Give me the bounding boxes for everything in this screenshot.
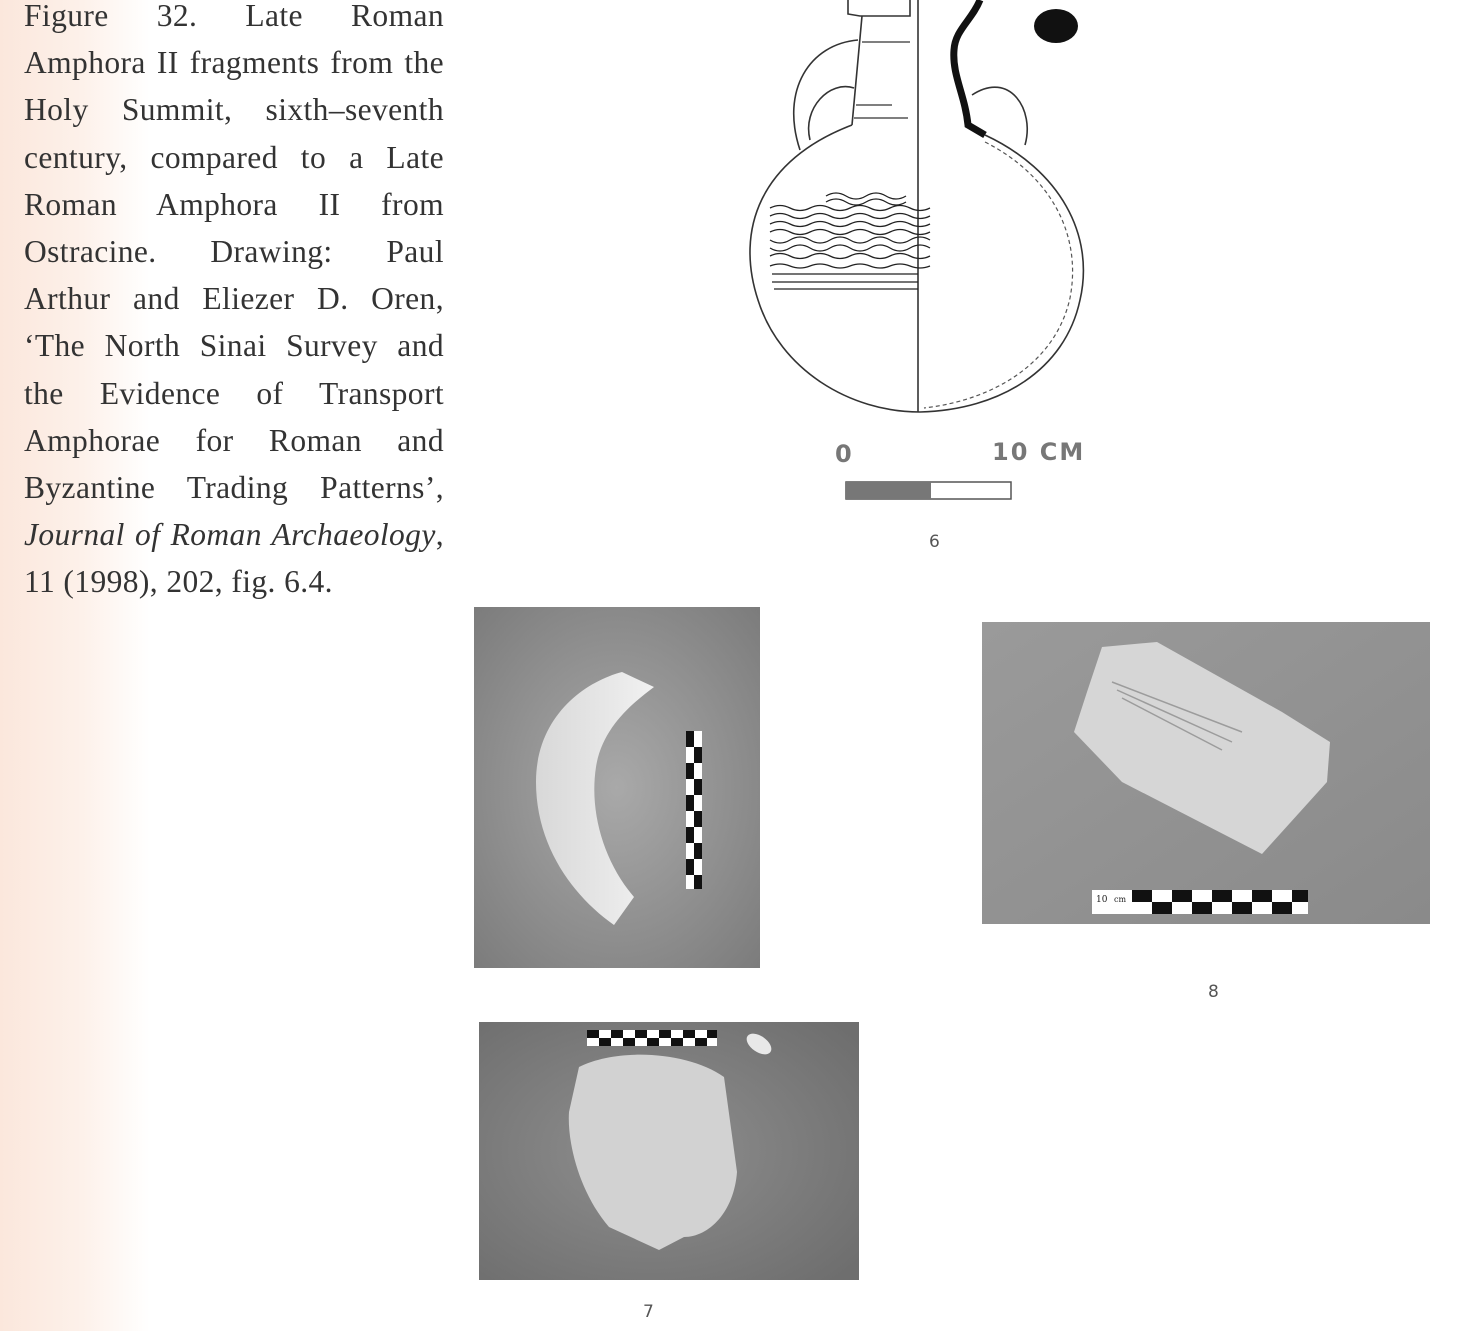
photo-rim-sherd [479,1022,859,1280]
scale-zero-label: 0 [835,440,854,468]
figure-caption [24,0,444,606]
figure-label-7: 7 [643,1302,654,1322]
caption-text: Figure 32. Late Roman Amphora II fragments from the Holy Summit, sixth–seventh century, compared to a Late Roman Amphora II from Ostracine. Drawing: Paul Arthur and Eliezer D. Oren, ‘The North Sinai Survey and the Evidence of Transport Amphorae for Roman and Byzantine Trading Patterns’, [24,0,444,506]
caption-citation: , 11 (1998), 202, fig. 6.4. [24,517,444,600]
amphora-drawing [740,0,1100,430]
scale-end-label: 10 CM [992,438,1086,466]
photo-rim-fragment [474,607,760,968]
photo-body-sherd [982,622,1430,924]
ruler-unit: cm [1114,895,1127,904]
figure-label-8: 8 [1208,982,1219,1002]
figure-label-6: 6 [929,532,940,552]
caption-journal-title: Journal of Roman Archaeology [24,517,436,553]
scale-bar [845,480,1013,502]
ruler-text: 10 [1096,895,1108,905]
